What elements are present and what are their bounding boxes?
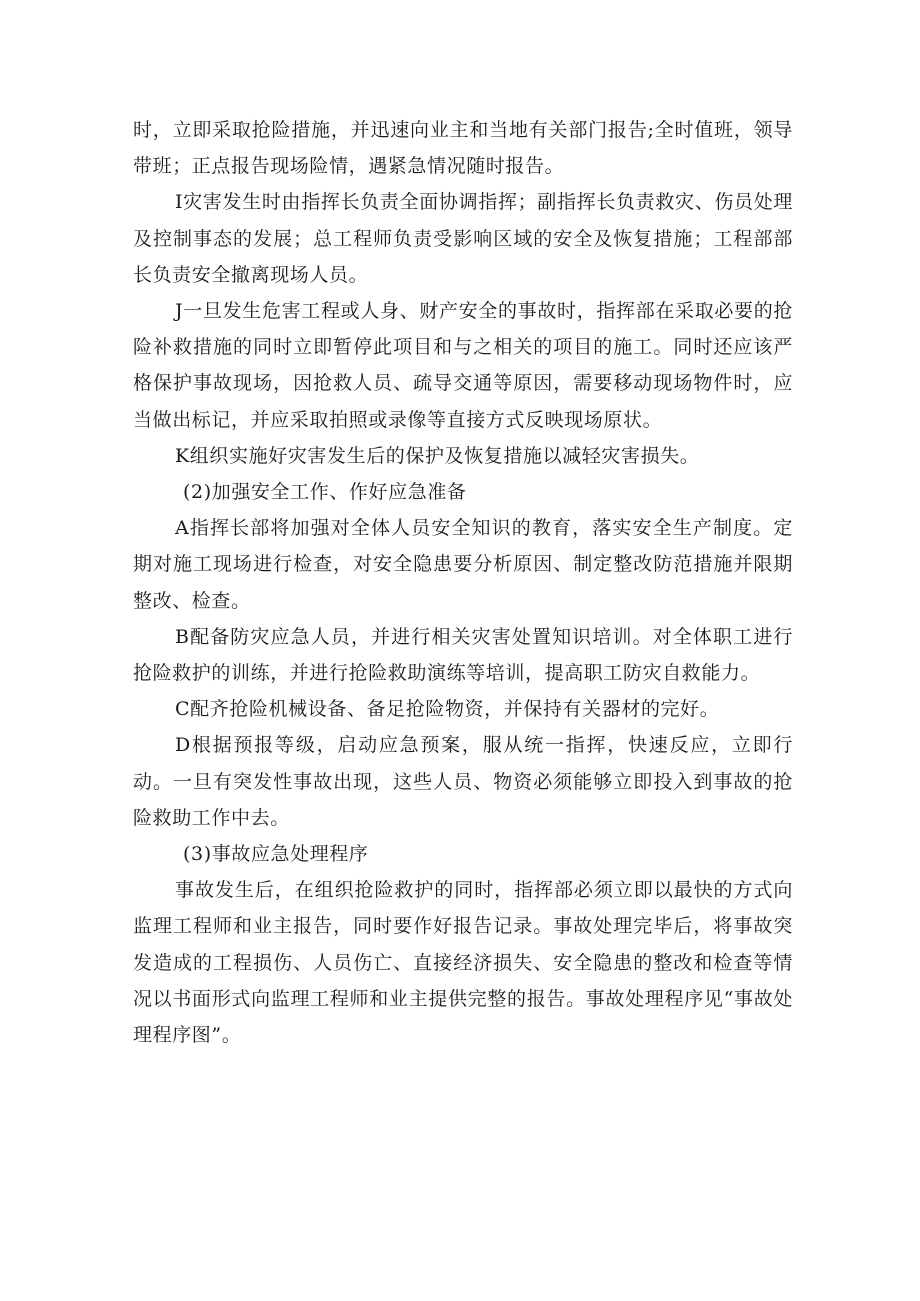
section-heading-2: (2)加强安全工作、作好应急准备: [183, 481, 467, 504]
section-heading-3: (3)事故应急处理程序: [183, 843, 369, 866]
paragraph-item-i: I灾害发生时由指挥长负责全面协调指挥；副指挥长负责救灾、伤员处理及控制事态的发展；总工程师负责受影响区域的安全及恢复措施；工程部部长负责安全撤离现场人员。: [133, 191, 793, 286]
paragraph-procedure: 事故发生后，在组织抢险救护的同时，指挥部必须立即以最快的方式向监理工程师和业主报告，同时要作好报告记录。事故处理完毕后，将事故突发造成的工程损伤、人员伤亡、直接经济损失、安全隐患的整改和检查等情况以书面形式向监理工程师和业主提供完整的报告。事故处理程序见“事故处理程序图”。: [133, 879, 793, 1047]
paragraph-item-b: B配备防灾应急人员，并进行相关灾害处置知识培训。对全体职工进行抢险救护的训练，并进行抢险救助演练等培训，提高职工防灾自救能力。: [133, 625, 793, 685]
paragraph-item-k: K组织实施好灾害发生后的保护及恢复措施以减轻灾害损失。: [175, 444, 700, 467]
paragraph-item-a: A指挥长部将加强对全体人员安全知识的教育，落实安全生产制度。定期对施工现场进行检查，对安全隐患要分析原因、制定整改防范措施并限期整改、检查。: [133, 517, 793, 612]
paragraph-item-j: J一旦发生危害工程或人身、财产安全的事故时，指挥部在采取必要的抢险补救措施的同时立即暂停此项目和与之相关的项目的施工。同时还应该严格保护事故现场，因抢救人员、疏导交通等原因，需要移动现场物件时，应当做出标记，并应采取拍照或录像等直接方式反映现场原状。: [133, 300, 793, 431]
document-body: [133, 112, 793, 1053]
paragraph-item-d: D根据预报等级，启动应急预案，服从统一指挥，快速反应，立即行动。一旦有突发性事故出现，这些人员、物资必须能够立即投入到事故的抢险救助工作中去。: [133, 734, 793, 829]
paragraph-item-c: C配齐抢险机械设备、备足抢险物资，并保持有关器材的完好。: [175, 698, 720, 721]
paragraph-continuation: 时，立即采取抢险措施，并迅速向业主和当地有关部门报告;全时值班，领导带班；正点报告现场险情，遇紧急情况随时报告。: [133, 119, 793, 178]
